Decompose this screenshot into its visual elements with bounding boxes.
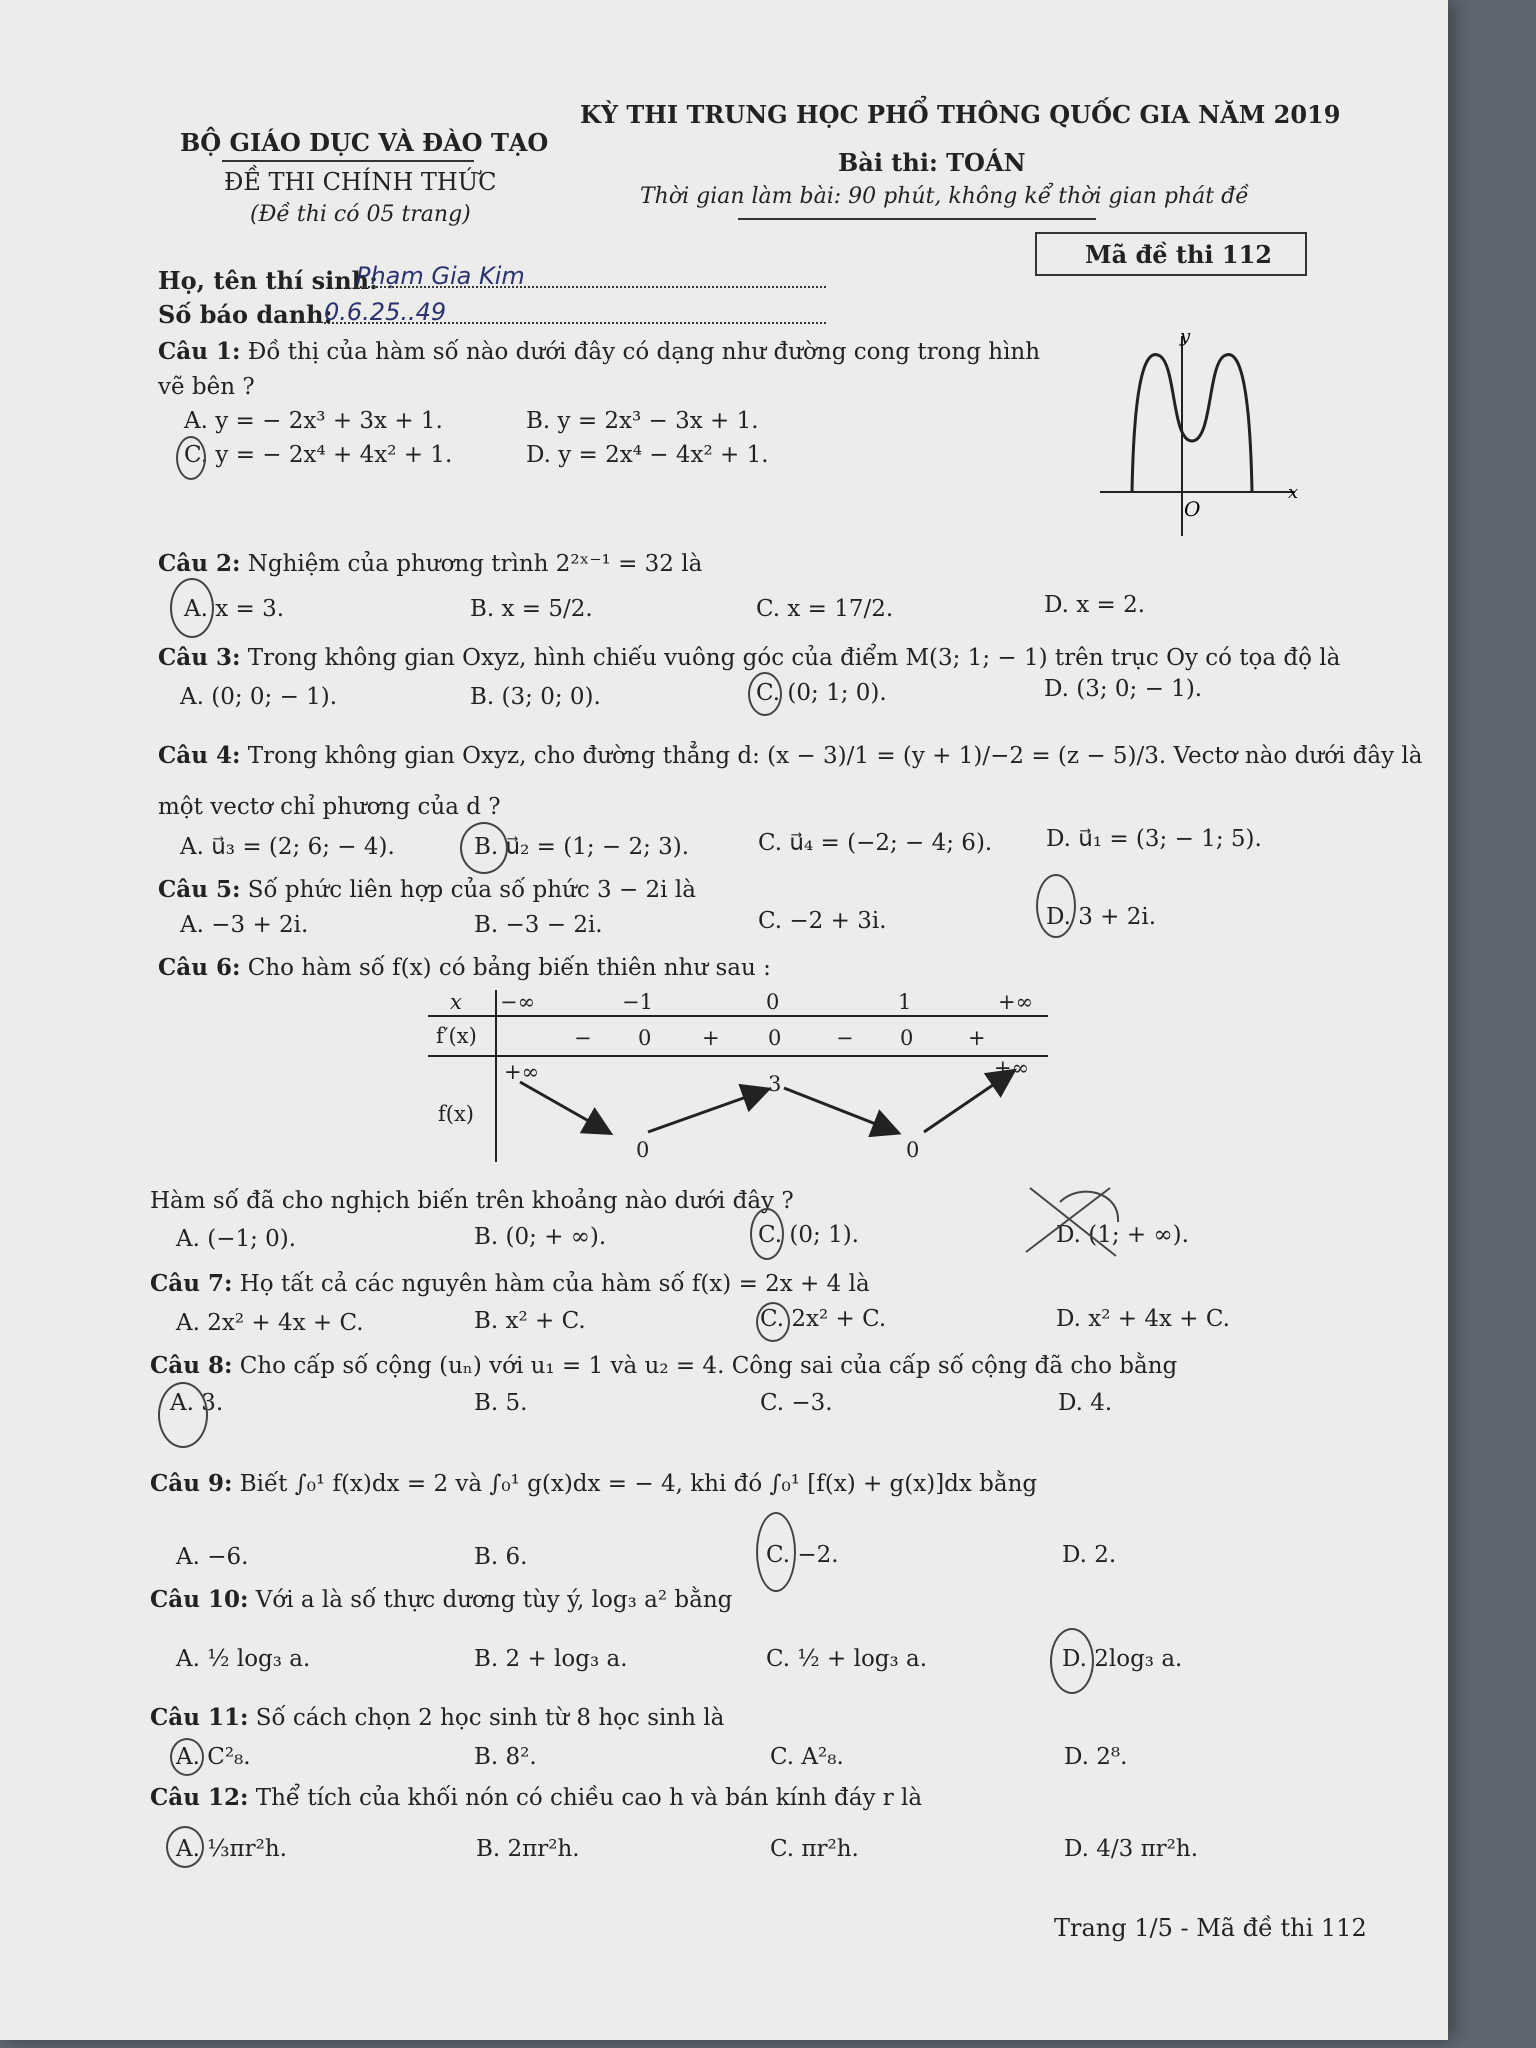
name-value: Phạm Gia Kim <box>356 262 525 290</box>
q5-option-b[interactable]: B. −3 − 2i. <box>474 912 603 938</box>
vt-x-label: x <box>450 990 462 1014</box>
graph-y-label: y <box>1180 326 1191 347</box>
q3-option-c[interactable]: C. (0; 1; 0). <box>756 680 887 706</box>
time-underline <box>738 218 1096 220</box>
q10-option-b[interactable]: B. 2 + log₃ a. <box>474 1646 628 1672</box>
q12-option-b[interactable]: B. 2πr²h. <box>476 1836 580 1862</box>
q11-option-c[interactable]: C. A²₈. <box>770 1744 844 1770</box>
q4-option-a[interactable]: A. u⃗₃ = (2; 6; − 4). <box>180 834 395 860</box>
q2-answer-mark <box>170 578 214 638</box>
q8-option-b[interactable]: B. 5. <box>474 1390 528 1416</box>
vt-sign-5: 0 <box>900 1026 914 1050</box>
q1-option-a[interactable]: A. y = − 2x³ + 3x + 1. <box>184 408 443 434</box>
q2-option-c[interactable]: C. x = 17/2. <box>756 596 894 622</box>
question-6: Câu 6: Cho hàm số f(x) có bảng biến thiên như sau : <box>158 954 771 981</box>
vt-sign-0: − <box>574 1026 592 1050</box>
vt-x-2: 0 <box>766 990 780 1014</box>
q6-option-a[interactable]: A. (−1; 0). <box>176 1226 297 1252</box>
q10-answer-mark <box>1050 1628 1094 1694</box>
question-11: Câu 11: Số cách chọn 2 học sinh từ 8 học sinh là <box>150 1704 725 1731</box>
q2-option-a[interactable]: A. x = 3. <box>184 596 285 622</box>
question-2: Câu 2: Nghiệm của phương trình 2²ˣ⁻¹ = 32 là <box>158 550 703 577</box>
vt-sign-1: 0 <box>638 1026 652 1050</box>
question-6-line2: Hàm số đã cho nghịch biến trên khoảng nào dưới đây ? <box>150 1188 794 1214</box>
subject-label: Bài thi: TOÁN <box>838 148 1026 177</box>
page-footer: Trang 1/5 - Mã đề thi 112 <box>1054 1914 1367 1942</box>
q1-option-c[interactable]: C. y = − 2x⁴ + 4x² + 1. <box>184 442 453 468</box>
name-field <box>356 262 826 288</box>
question-5: Câu 5: Số phức liên hợp của số phức 3 − 2i là <box>158 876 696 903</box>
vt-fprime-label: f′(x) <box>436 1024 477 1048</box>
exam-code: Mã đề thi 112 <box>1085 240 1272 269</box>
q3-option-b[interactable]: B. (3; 0; 0). <box>470 684 601 710</box>
question-3: Câu 3: Trong không gian Oxyz, hình chiếu vuông góc của điểm M(3; 1; − 1) trên trục Oy có tọa độ là <box>158 644 1341 671</box>
q5-option-d[interactable]: D. 3 + 2i. <box>1046 904 1157 930</box>
vt-f-label: f(x) <box>438 1102 475 1126</box>
q9-option-b[interactable]: B. 6. <box>474 1544 528 1570</box>
q6-crossed-mark <box>1020 1182 1130 1262</box>
q1-option-d[interactable]: D. y = 2x⁴ − 4x² + 1. <box>526 442 769 468</box>
vt-f-low1: 0 <box>636 1138 650 1162</box>
graph-origin-label: O <box>1184 497 1201 521</box>
q7-option-c[interactable]: C. 2x² + C. <box>760 1306 887 1332</box>
q9-option-d[interactable]: D. 2. <box>1062 1542 1117 1568</box>
q10-option-c[interactable]: C. ½ + log₃ a. <box>766 1646 928 1672</box>
q8-option-a[interactable]: A. 3. <box>170 1390 224 1416</box>
exam-title: KỲ THI TRUNG HỌC PHỔ THÔNG QUỐC GIA NĂM 2019 <box>580 100 1341 129</box>
q11-option-a[interactable]: A. C²₈. <box>176 1744 251 1770</box>
q5-option-c[interactable]: C. −2 + 3i. <box>758 908 887 934</box>
id-label: Số báo danh: <box>158 300 333 329</box>
q3-option-d[interactable]: D. (3; 0; − 1). <box>1044 676 1203 702</box>
question-1-line2: vẽ bên ? <box>158 374 255 400</box>
q4-option-c[interactable]: C. u⃗₄ = (−2; − 4; 6). <box>758 830 993 856</box>
q6-answer-mark <box>750 1208 784 1260</box>
vt-sign-2: + <box>702 1026 720 1050</box>
graph-x-label: x <box>1288 482 1299 503</box>
id-field <box>324 298 826 324</box>
q10-option-d[interactable]: D. 2log₃ a. <box>1062 1646 1183 1672</box>
vt-f-top-right: +∞ <box>994 1056 1030 1080</box>
question-9: Câu 9: Biết ∫₀¹ f(x)dx = 2 và ∫₀¹ g(x)dx = − 4, khi đó ∫₀¹ [f(x) + g(x)]dx bằng <box>150 1470 1038 1497</box>
q9-option-c[interactable]: C. −2. <box>766 1542 839 1568</box>
vt-f-mid: 3 <box>768 1072 782 1096</box>
vt-x-3: 1 <box>898 990 912 1014</box>
vt-x-4: +∞ <box>998 990 1034 1014</box>
q9-option-a[interactable]: A. −6. <box>176 1544 249 1570</box>
q8-option-d[interactable]: D. 4. <box>1058 1390 1113 1416</box>
time-note: Thời gian làm bài: 90 phút, không kể thời gian phát đề <box>640 184 1249 209</box>
q5-option-a[interactable]: A. −3 + 2i. <box>180 912 309 938</box>
q3-answer-mark <box>748 672 782 716</box>
q4-option-d[interactable]: D. u⃗₁ = (3; − 1; 5). <box>1046 826 1262 852</box>
graph-curve <box>1132 355 1252 492</box>
question-1: Câu 1: Đồ thị của hàm số nào dưới đây có dạng như đường cong trong hình <box>158 338 1041 365</box>
question-7: Câu 7: Họ tất cả các nguyên hàm của hàm số f(x) = 2x + 4 là <box>150 1270 870 1297</box>
q12-answer-mark <box>166 1826 204 1868</box>
q12-option-c[interactable]: C. πr²h. <box>770 1836 859 1862</box>
vt-sign-3: 0 <box>768 1026 782 1050</box>
variation-table <box>428 990 1048 1170</box>
q6-option-d[interactable]: D. (1; + ∞). <box>1056 1222 1189 1248</box>
q7-option-a[interactable]: A. 2x² + 4x + C. <box>176 1310 364 1336</box>
q7-answer-mark <box>756 1302 790 1342</box>
q8-answer-mark <box>158 1382 208 1448</box>
question-12: Câu 12: Thể tích của khối nón có chiều cao h và bán kính đáy r là <box>150 1784 923 1811</box>
q5-answer-mark <box>1036 874 1076 938</box>
header-underline <box>222 160 474 162</box>
q3-option-a[interactable]: A. (0; 0; − 1). <box>180 684 338 710</box>
q4-option-b[interactable]: B. u⃗₂ = (1; − 2; 3). <box>474 834 690 860</box>
vt-sign-6: + <box>968 1026 986 1050</box>
exam-code-box <box>1035 232 1307 276</box>
q6-option-c[interactable]: C. (0; 1). <box>758 1222 859 1248</box>
question-8: Câu 8: Cho cấp số cộng (uₙ) với u₁ = 1 và u₂ = 4. Công sai của cấp số cộng đã cho bằng <box>150 1352 1178 1379</box>
q7-option-d[interactable]: D. x² + 4x + C. <box>1056 1306 1230 1332</box>
q6-option-b[interactable]: B. (0; + ∞). <box>474 1224 607 1250</box>
q1-option-b[interactable]: B. y = 2x³ − 3x + 1. <box>526 408 759 434</box>
q11-option-b[interactable]: B. 8². <box>474 1744 537 1770</box>
q4-answer-mark <box>460 822 508 874</box>
vt-f-low2: 0 <box>906 1138 920 1162</box>
question-10: Câu 10: Với a là số thực dương tùy ý, log₃ a² bằng <box>150 1586 733 1613</box>
vt-sign-4: − <box>836 1026 854 1050</box>
q12-option-a[interactable]: A. ⅓πr²h. <box>176 1836 287 1862</box>
q7-option-b[interactable]: B. x² + C. <box>474 1308 586 1334</box>
q11-option-d[interactable]: D. 2⁸. <box>1064 1744 1128 1770</box>
name-label: Họ, tên thí sinh: <box>158 266 378 295</box>
vt-x-0: −∞ <box>500 990 536 1014</box>
vt-x-1: −1 <box>622 990 653 1014</box>
q2-option-b[interactable]: B. x = 5/2. <box>470 596 593 622</box>
q1-answer-mark <box>176 436 206 480</box>
q1-graph <box>1100 326 1300 536</box>
official-label: ĐỀ THI CHÍNH THỨC <box>224 168 497 196</box>
q8-option-c[interactable]: C. −3. <box>760 1390 833 1416</box>
ministry-name: BỘ GIÁO DỤC VÀ ĐÀO TẠO <box>180 128 549 157</box>
question-4-line2: một vectơ chỉ phương của d ? <box>158 794 501 820</box>
question-4: Câu 4: Trong không gian Oxyz, cho đường thẳng d: (x − 3)/1 = (y + 1)/−2 = (z − 5)/3. Vectơ nào dưới đây là <box>158 742 1423 769</box>
q11-answer-mark <box>170 1738 204 1776</box>
q10-option-a[interactable]: A. ½ log₃ a. <box>176 1646 311 1672</box>
id-value: 0.6.25..49 <box>324 298 447 326</box>
vt-f-top-left: +∞ <box>504 1060 540 1084</box>
pages-note: (Đề thi có 05 trang) <box>250 202 471 227</box>
q9-answer-mark <box>756 1512 796 1592</box>
q2-option-d[interactable]: D. x = 2. <box>1044 592 1146 618</box>
q12-option-d[interactable]: D. 4/3 πr²h. <box>1064 1836 1199 1862</box>
